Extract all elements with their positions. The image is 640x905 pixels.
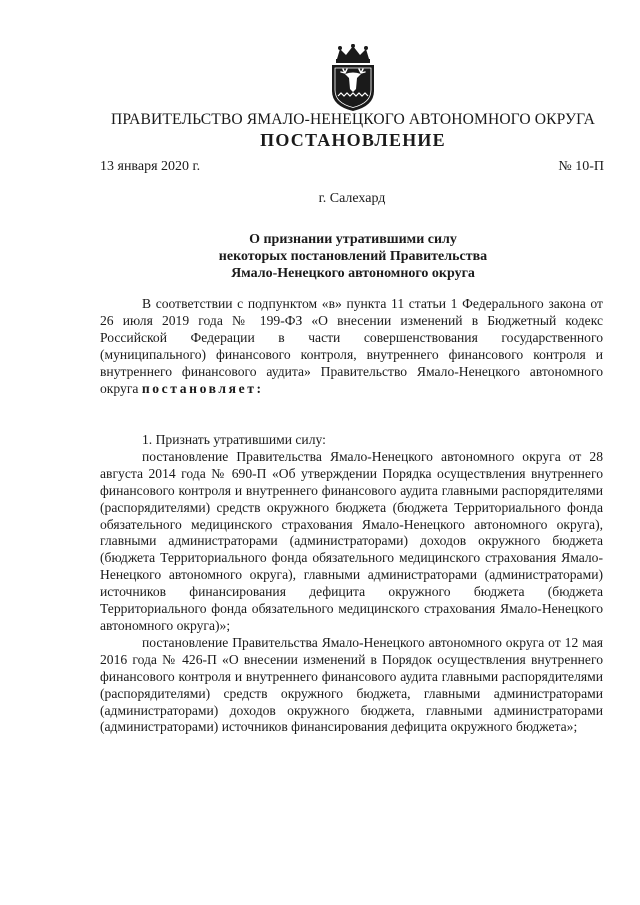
subject-line: Ямало-Ненецкого автономного округа — [231, 266, 475, 281]
government-title: ПРАВИТЕЛЬСТВО ЯМАЛО-НЕНЕЦКОГО АВТОНОМНОГО ОКРУГА — [111, 111, 595, 128]
decree-items — [100, 432, 603, 736]
document-subject — [150, 231, 556, 282]
decree-word: постановляет: — [141, 380, 264, 396]
document-type: ПОСТАНОВЛЕНИЕ — [260, 130, 446, 150]
item-heading: 1. Признать утратившими силу: — [142, 432, 326, 447]
document-city: г. Салехард — [318, 191, 386, 206]
subject-line: некоторых постановлений Правительства — [218, 249, 488, 264]
repealed-act: постановление Правительства Ямало-Ненецкого автономного округа от 28 августа 2014 года № 690-П «Об утверждении Порядка осуществления внутреннего финансового контроля и внутреннего финансового аудита главными распорядителями (распорядителями) средств окружного бюджета (бюджета Территориального фонда обязательного медицинского страхования Ямало-Ненецкого автономного округа), главными администраторами (администраторами) доходов окружного бюджета (бюджета Территориального фонда обязательного медицинского страхования Ямало-Ненецкого автономного округа), главными администраторами (администраторами) источников финансирования дефицита окружного бюджета (бюджета Территориального фонда обязательного медицинского страхования Ямало-Ненецкого автономного округа)»; — [100, 448, 603, 633]
preamble-text: В соответствии с подпунктом «в» пункта 11 статьи 1 Федерального закона от 26 июля 2019 года № 199-ФЗ «О внесении изменений в Бюджетный кодекс Российской Федерации в части совершенствования государственного (муниципального) финансового контроля, внутреннего финансового контроля и внутреннего финансового аудита» Правительство Ямало-Ненецкого автономного округа — [100, 296, 603, 396]
repealed-act: постановление Правительства Ямало-Ненецкого автономного округа от 12 мая 2016 года № 426-П «О внесении изменений в Порядок осуществления внутреннего финансового контроля и внутреннего финансового аудита главными распорядителями (распорядителями) средств окружного бюджета, главными администраторами (администраторами) доходов окружного бюджета, главными администраторами (администраторами) источников финансирования дефицита окружного бюджета»; — [100, 634, 603, 735]
yanao-coat-of-arms-icon — [327, 44, 379, 112]
preamble-paragraph — [100, 296, 603, 397]
document-date: 13 января 2020 г. — [100, 159, 201, 174]
document-number: № 10-П — [558, 159, 604, 174]
subject-line: О признании утратившими силу — [249, 232, 457, 247]
preamble — [100, 296, 603, 397]
